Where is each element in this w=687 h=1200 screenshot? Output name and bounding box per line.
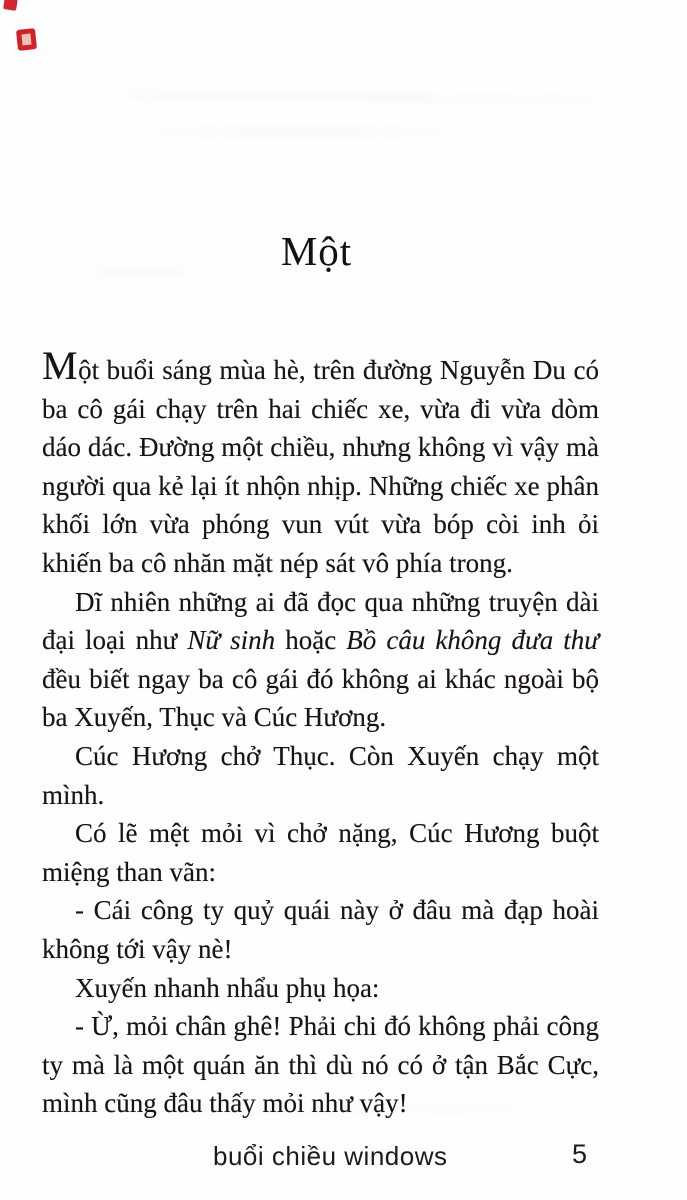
paragraph [42, 969, 599, 1008]
red-scan-mark-top-icon [3, 0, 18, 11]
text-run: - Ừ, mỏi chân ghê! Phải chi đó không phải công ty mà là một quán ăn thì dù nó có ở tận Bắc Cực, mình cũng đâu thấy mỏi như vậy! [42, 1011, 599, 1119]
text-run: đều biết ngay ba cô gái đó không ai khác ngoài bộ ba Xuyến, Thục và Cúc Hương. [42, 663, 599, 733]
scan-smudge [150, 128, 450, 136]
paragraph [42, 737, 599, 814]
paragraph [42, 891, 599, 968]
scan-smudge [360, 96, 610, 102]
chapter-title: Một [280, 228, 353, 275]
italic-book-title: Nữ sinh [187, 625, 276, 656]
paragraph [42, 814, 599, 891]
drop-cap-initial: M [42, 343, 79, 388]
italic-book-title: Bồ câu không đưa thư [346, 625, 600, 656]
red-scan-mark-icon [16, 28, 37, 51]
body-text [42, 343, 600, 1123]
text-run: Dĩ nhiên những ai đã đọc qua những truyện dài đại loại như [42, 586, 599, 656]
text-run: - Cái công ty quỷ quái này ở đâu mà đạp hoài không tới vậy nè! [42, 895, 599, 964]
text-run: Xuyến nhanh nhẩu phụ họa: [75, 972, 380, 1003]
running-footer-title: buổi chiều windows [213, 1141, 448, 1171]
text-run: Có lẽ mệt mỏi vì chở nặng, Cúc Hương buột miệng than vãn: [42, 818, 599, 887]
text-run: hoặc [275, 625, 347, 656]
paragraph [42, 343, 599, 583]
paragraph [42, 1007, 599, 1123]
page-number: 5 [572, 1139, 588, 1169]
paragraph [42, 583, 599, 737]
text-run: ột buổi sáng mùa hè, trên đường Nguyễn Du có ba cô gái chạy trên hai chiếc xe, vừa đi vừa dòm dáo dác. Đường một chiều, nhưng không vì vậy mà người qua kẻ lại ít nhộn nhịp. Những chiếc xe phân khối lớn vừa phóng vun vút vừa bóp còi inh ỏi khiến ba cô nhăn mặt nép sát vô phía trong. [42, 355, 599, 578]
text-run: Cúc Hương chở Thục. Còn Xuyến chạy một mình. [42, 740, 599, 810]
